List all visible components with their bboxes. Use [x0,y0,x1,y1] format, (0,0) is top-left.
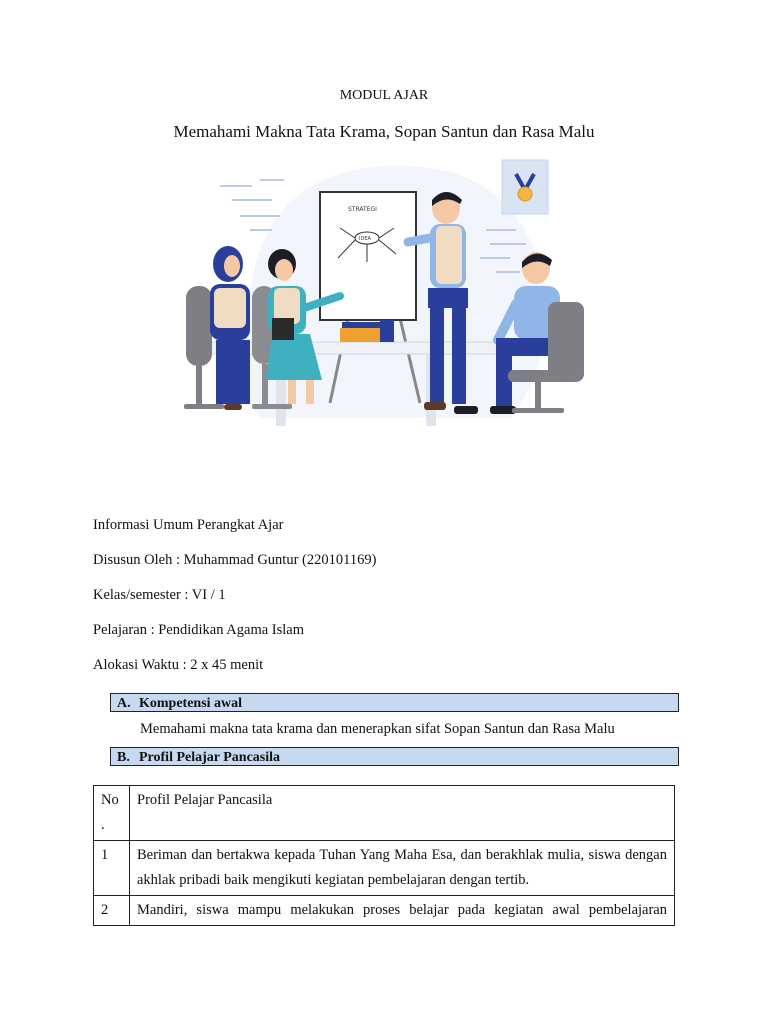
table-cell-no: 1 [94,841,130,896]
table-header-no: No . [94,786,130,841]
table-cell-text: Mandiri, siswa mampu melakukan proses belajar pada kegiatan awal pembelajaran [137,902,667,918]
person-woman-hijab [210,246,250,410]
section-a-header [110,693,679,712]
table-row [94,896,675,926]
page-header: MODUL AJAR [339,88,429,103]
table-header-row [94,786,675,841]
section-a-label: Kompetensi awal [139,696,243,711]
table-cell-no: 2 [94,896,130,926]
page-title: Memahami Makna Tata Krama, Sopan Santun dan Rasa Malu [173,122,595,141]
profil-table [93,785,675,926]
section-a-letter: A. [117,696,131,711]
flipchart-center: IDEA [359,236,371,242]
info-heading: Informasi Umum Perangkat Ajar [93,517,284,533]
table-header-profil: Profil Pelajar Pancasila [130,786,675,841]
table-cell-text: Beriman dan bertakwa kepada Tuhan Yang Maha Esa, dan berakhlak mulia, siswa dengan akhlak pribadi baik mengikuti kegiatan pembelajaran dengan tertib. [130,841,675,896]
section-b-header [110,747,679,766]
info-subject: Pelajaran : Pendidikan Agama Islam [93,622,305,638]
info-time: Alokasi Waktu : 2 x 45 menit [93,657,264,673]
medal-frame [502,160,548,214]
classroom-illustration [180,158,590,430]
section-b-label: Profil Pelajar Pancasila [139,750,281,765]
table-row [94,841,675,896]
flipchart-heading: STRATEGI [348,206,377,213]
info-author: Disusun Oleh : Muhammad Guntur (220101169) [93,552,377,568]
info-class: Kelas/semester : VI / 1 [93,587,226,603]
section-a-text: Memahami makna tata krama dan menerapkan sifat Sopan Santun dan Rasa Malu [140,721,615,737]
section-b-letter: B. [117,750,130,765]
